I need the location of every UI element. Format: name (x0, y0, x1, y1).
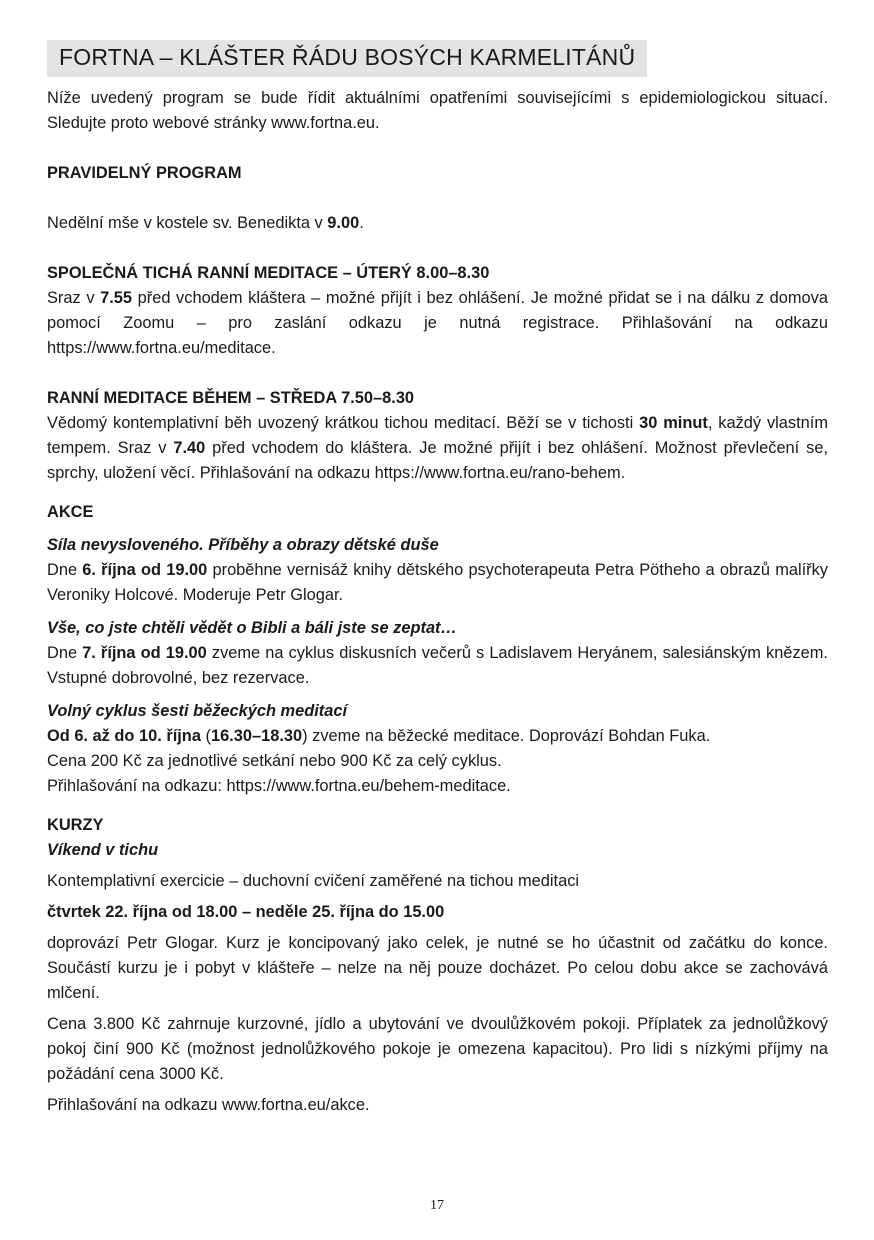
event-paragraph: Dne 7. října od 19.00 zveme na cyklus diskusních večerů s Ladislavem Heryánem, salesiánským knězem. Vstupné dobrovolné, bez rezervace. (47, 644, 828, 687)
page-number: 17 (430, 1198, 444, 1213)
event-date: 7. října od 19.00 (82, 644, 207, 662)
course-subtitle: Kontemplativní exercicie – duchovní cvičení zaměřené na tichou meditaci (47, 872, 580, 890)
page-content (47, 40, 828, 1118)
section-heading-courses: KURZY (47, 816, 104, 834)
run-cycle-time: 16.30–18.30 (210, 727, 303, 745)
course-price: Cena 3.800 Kč zahrnuje kurzovné, jídlo a ubytování ve dvoulůžkovém pokoji. Příplatek za jednolůžkový pokoj činí 900 Kč (možnost jednolůžkového pokoje je omezena kapacitou). Pro lidi s nízkými příjmy na požádání cena 3000 Kč. (47, 1015, 828, 1083)
intro-paragraph: Níže uvedený program se bude řídit aktuálními opatřeními souvisejícími s epidemiologickou situací. Sledujte proto webové stránky www.fortna.eu. (47, 89, 828, 132)
run-paragraph: Vědomý kontemplativní běh uvozený krátkou tichou meditací. Běží se v tichosti 30 minut, každý vlastním tempem. Sraz v 7.40 před vchodem do kláštera. Je možné přijít i bez ohlášení. Možnost převlečení se, sprchy, uložení věcí. Přihlašování na odkazu https://www.fortna.eu/rano-behem. (47, 414, 828, 482)
page-title: FORTNA – KLÁŠTER ŘÁDU BOSÝCH KARMELITÁNŮ (47, 40, 647, 77)
course-description: doprovází Petr Glogar. Kurz je koncipovaný jako celek, je nutné se ho účastnit od začátku do konce. Součástí kurzu je i pobyt v klášteře – nelze na něj pouze docházet. Po celou dobu akce se zachovává mlčení. (47, 934, 828, 1002)
section-heading-events: AKCE (47, 503, 94, 521)
event-date: 6. října od 19.00 (82, 561, 208, 579)
run-cycle-price: Cena 200 Kč za jednotlivé setkání nebo 900 Kč za celý cyklus. (47, 752, 502, 770)
regular-paragraph: Nedělní mše v kostele sv. Benedikta v 9.00. (47, 214, 364, 232)
section-heading-regular: PRAVIDELNÝ PROGRAM (47, 164, 242, 182)
run-cycle-signup: Přihlašování na odkazu: https://www.fortna.eu/behem-meditace. (47, 777, 511, 795)
mass-time: 9.00 (327, 214, 360, 232)
meditation-meet-time: 7.55 (100, 289, 133, 307)
section-heading-run: RANNÍ MEDITACE BĚHEM – STŘEDA 7.50–8.30 (47, 389, 415, 407)
run-cycle-paragraph: Od 6. až do 10. října (16.30–18.30) zveme na běžecké meditace. Doprovází Bohdan Fuka. (47, 727, 711, 745)
meditation-paragraph: Sraz v 7.55 před vchodem kláštera – možné přijít i bez ohlášení. Je možné přidat se i na dálku z domova pomocí Zoomu – pro zaslání odkazu je nutná registrace. Přihlašování na odkazu https://www.fortna.eu/meditace. (47, 289, 828, 357)
section-heading-meditation: SPOLEČNÁ TICHÁ RANNÍ MEDITACE – ÚTERÝ 8.00–8.30 (47, 264, 490, 282)
event-title-run-cycle: Volný cyklus šesti běžeckých meditací (47, 702, 348, 720)
event-title: Síla nevysloveného. Příběhy a obrazy dětské duše (47, 536, 439, 554)
course-dates: čtvrtek 22. října od 18.00 – neděle 25. října do 15.00 (47, 903, 445, 921)
run-duration: 30 minut (639, 414, 708, 432)
run-cycle-dates: Od 6. až do 10. října (47, 727, 201, 745)
event-paragraph: Dne 6. října od 19.00 proběhne vernisáž knihy dětského psychoterapeuta Petra Pötheho a obrazů malířky Veroniky Holcové. Moderuje Petr Glogar. (47, 561, 829, 604)
run-meet-time: 7.40 (173, 439, 206, 457)
event-title: Vše, co jste chtěli vědět o Bibli a báli jste se zeptat… (47, 619, 457, 637)
course-title: Víkend v tichu (47, 841, 159, 859)
course-signup: Přihlašování na odkazu www.fortna.eu/akce. (47, 1096, 370, 1114)
